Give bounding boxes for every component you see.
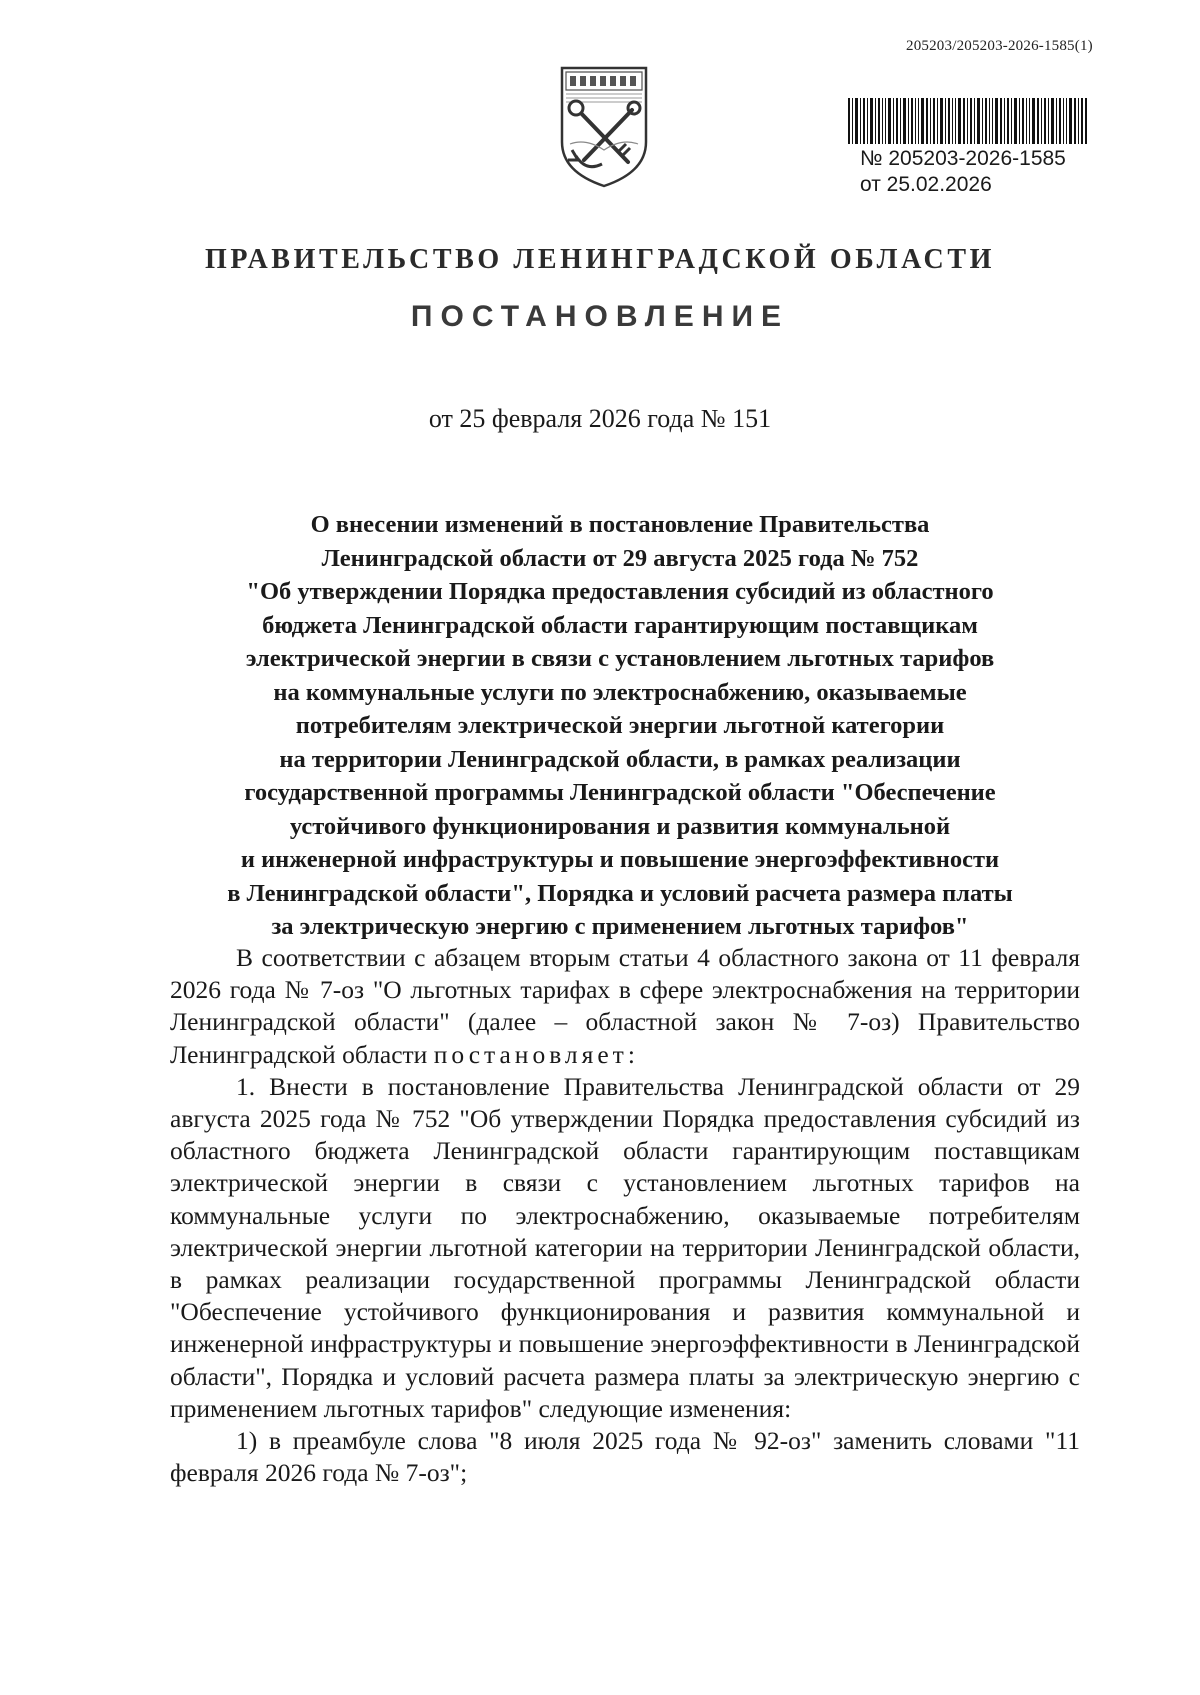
- heading-line: "Об утверждении Порядка предоставления субсидий из областного: [246, 578, 994, 605]
- coat-of-arms-icon: [556, 64, 652, 190]
- resolution-heading: [160, 508, 1080, 944]
- item-1-1-paragraph: 1) в преамбуле слова "8 июля 2025 года № 92-оз" заменить словами "11 февраля 2026 года № 7-оз";: [170, 1426, 1080, 1488]
- document-type: ПОСТАНОВЛЕНИЕ: [410, 300, 790, 333]
- heading-line: потребителям электрической энергии льготной категории: [295, 712, 945, 739]
- heading-line: и инженерной инфраструктуры и повышение энергоэффективности: [240, 846, 1000, 873]
- issuing-authority: ПРАВИТЕЛЬСТВО ЛЕНИНГРАДСКОЙ ОБЛАСТИ: [204, 244, 996, 275]
- heading-line: на коммунальные услуги по электроснабжению, оказываемые: [273, 678, 967, 706]
- document-reference-number: 205203/205203-2026-1585(1): [906, 38, 1093, 54]
- registration-number: № 205203-2026-1585: [860, 147, 1066, 170]
- heading-line: Ленинградской области от 29 августа 2025 года № 752: [321, 544, 919, 572]
- registration-date: от 25.02.2026: [860, 173, 992, 196]
- heading-line: на территории Ленинградской области, в рамках реализации: [279, 745, 961, 773]
- heading-line: государственной программы Ленинградской области "Обеспечение: [244, 779, 996, 806]
- resolution-date-number: от 25 февраля 2026 года № 151: [428, 404, 772, 433]
- preamble-paragraph: [170, 942, 1080, 1071]
- barcode-icon: [848, 98, 1088, 144]
- heading-line: устойчивого функционирования и развития коммунальной: [289, 812, 951, 840]
- heading-line: электрической энергии в связи с установлением льготных тарифов: [245, 645, 995, 672]
- heading-line: бюджета Ленинградской области гарантирующим поставщикам: [262, 611, 978, 639]
- item-1-paragraph: 1. Внести в постановление Правительства Ленинградской области от 29 августа 2025 года № 752 "Об утверждении Порядка предоставления субсидий из областного бюджета Ленинградской области гарантирующим поставщикам электрической энергии в связи с установлением льготных тарифов на коммунальные услуги по электроснабжению, оказываемые потребителям электрической энергии льготной категории на территории Ленинградской области, в рамках реализации государственной программы Ленинградской области "Обеспечение устойчивого функционирования и развития коммунальной и инженерной инфраструктуры и повышение энергоэффективности в Ленинградской области", Порядка и условий расчета размера платы за электрическую энергию с применением льготных тарифов" следующие изменения:: [170, 1071, 1080, 1423]
- resolution-body: [170, 942, 1080, 1489]
- heading-line: в Ленинградской области", Порядка и условий расчета размера платы: [227, 879, 1013, 907]
- registration-block: [860, 146, 1066, 198]
- preamble-text: В соответствии с абзацем вторым статьи 4 областного закона от 11 февраля 2026 года № 7-оз "О льготных тарифах в сфере электроснабжения на территории Ленинградской области" (далее – областной закон № 7-оз) Правительство Ленинградской области: [170, 943, 1080, 1069]
- resolves-word: постановляет:: [433, 1039, 639, 1069]
- heading-line: О внесении изменений в постановление Правительства: [310, 511, 930, 538]
- heading-line: за электрическую энергию с применением льготных тарифов": [271, 913, 969, 940]
